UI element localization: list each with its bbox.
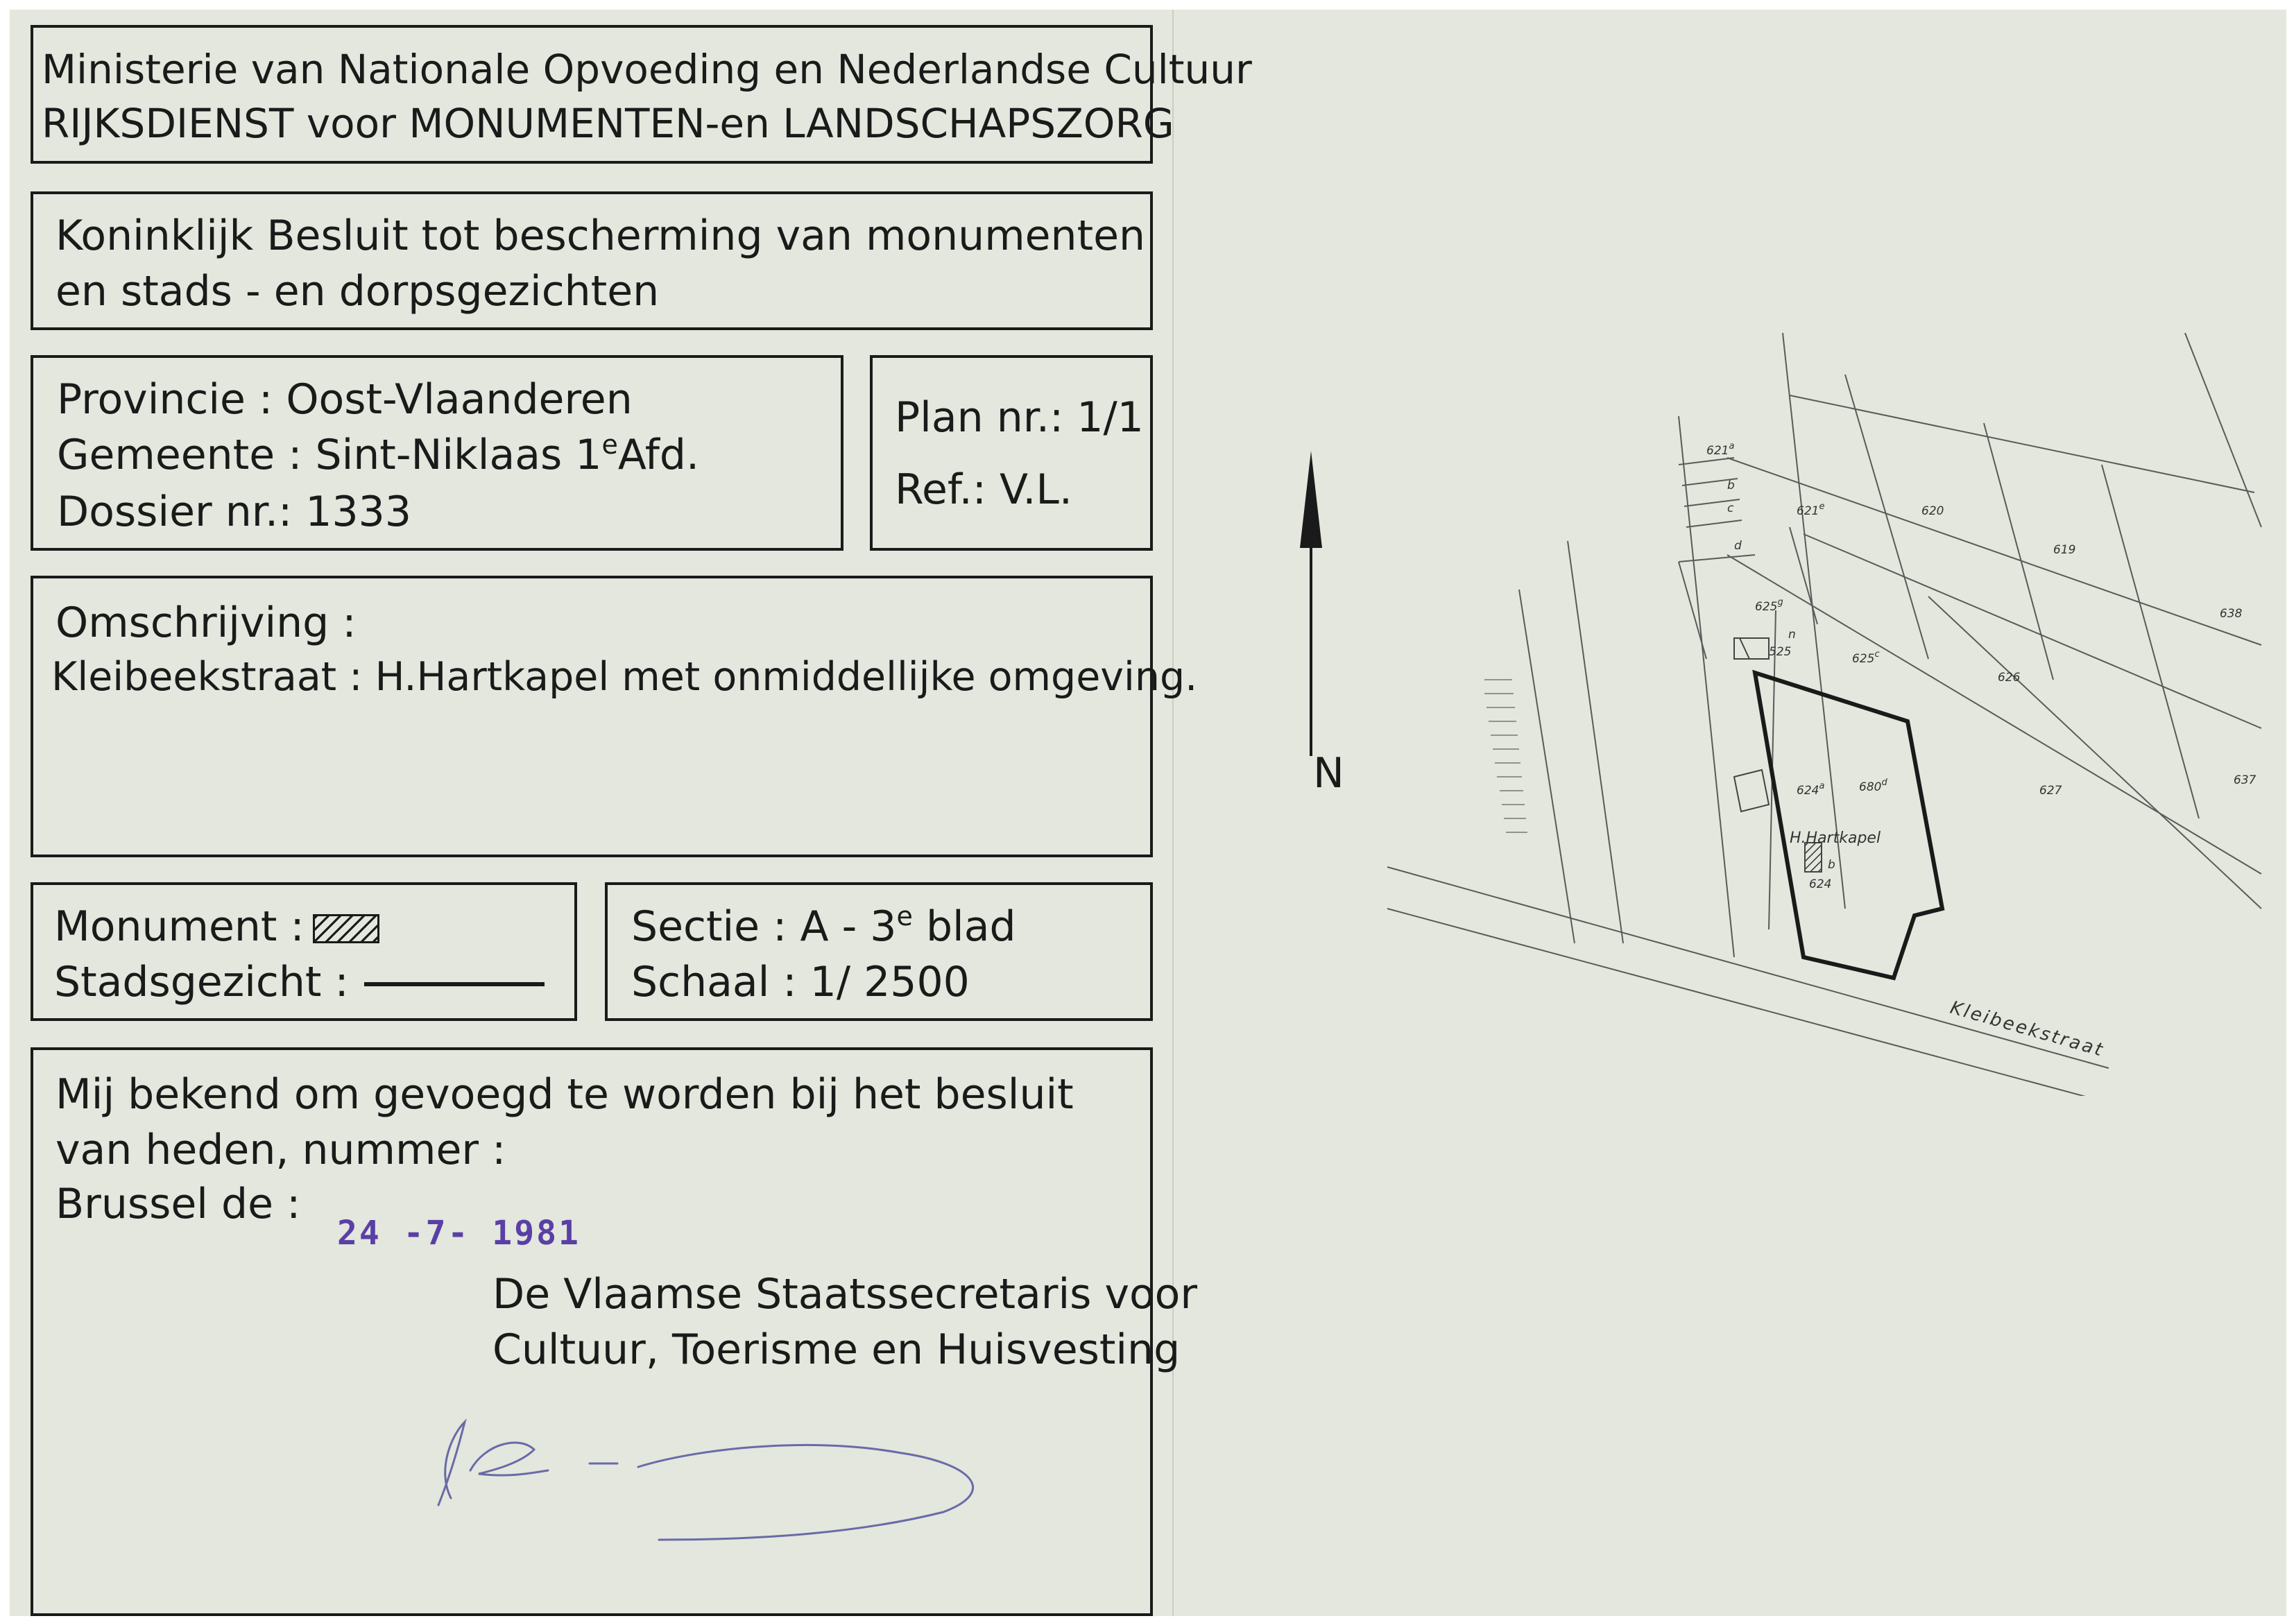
- handwritten-signature: [416, 1394, 1013, 1554]
- parcel-626: 626: [1998, 671, 2021, 685]
- fold-line: [1172, 10, 1174, 1616]
- parcel-625g: 625$^g$: [1755, 597, 1783, 614]
- parcel-525: 525: [1769, 645, 1792, 659]
- parcel-n: n: [1788, 628, 1796, 642]
- parcel-620: 620: [1921, 504, 1944, 518]
- signatory-line-1: De Vlaamse Staatssecretaris voor: [492, 1270, 1198, 1319]
- plan-box: [870, 355, 1153, 551]
- certification-line-2: van heden, nummer :: [55, 1126, 506, 1174]
- parcel-638: 638: [2220, 607, 2243, 621]
- parcel-c: c: [1727, 501, 1734, 515]
- street-label: Kleibeekstraat: [1948, 997, 2107, 1062]
- agency-line: RIJKSDIENST voor MONUMENTEN-en LANDSCHAPSZORG: [42, 100, 1174, 147]
- chapel-label: H.Hartkapel: [1790, 830, 1881, 847]
- parcel-637: 637: [2234, 773, 2256, 787]
- decree-line-1: Koninklijk Besluit tot bescherming van monumenten: [55, 212, 1146, 260]
- stadsgezicht-line-symbol: [364, 982, 545, 986]
- date-stamp: 24 -7- 1981: [337, 1214, 581, 1253]
- cadastral-map: [1179, 333, 2275, 1096]
- signatory-line-2: Cultuur, Toerisme en Huisvesting: [492, 1325, 1181, 1374]
- provincie-field: Provincie : Oost-Vlaanderen: [57, 375, 633, 424]
- parcel-625c: 625$^c$: [1852, 649, 1880, 666]
- reference: Ref.: V.L.: [895, 465, 1072, 514]
- monument-hatch-symbol: [313, 914, 379, 943]
- plan-number: Plan nr.: 1/1: [895, 393, 1144, 442]
- certification-line-1: Mij bekend om gevoegd te worden bij het besluit: [55, 1070, 1074, 1119]
- parcel-680d: 680$^d$: [1859, 778, 1887, 794]
- decree-line-2: en stads - en dorpsgezichten: [55, 267, 660, 316]
- monument-legend: Monument :: [54, 906, 379, 947]
- parcel-621e: 621e: [1797, 501, 1825, 518]
- schaal-field: Schaal : 1/ 2500: [631, 958, 970, 1006]
- parcel-627: 627: [2039, 784, 2062, 798]
- dossier-field: Dossier nr.: 1333: [57, 488, 411, 536]
- certification-line-3: Brussel de :: [55, 1180, 301, 1228]
- parcel-b-lower: b: [1828, 858, 1835, 872]
- description-label: Omschrijving :: [55, 599, 357, 647]
- sectie-field: Sectie : A - 3e blad: [631, 901, 1016, 951]
- north-label: N: [1313, 749, 1344, 798]
- gemeente-field: Gemeente : Sint-Niklaas 1eAfd.: [57, 429, 700, 479]
- parcel-624: 624: [1809, 877, 1832, 891]
- ministry-line: Ministerie van Nationale Opvoeding en Nederlandse Cultuur: [42, 46, 1252, 93]
- parcel-621a: 621$^a$: [1706, 441, 1735, 458]
- parcel-619: 619: [2053, 543, 2076, 557]
- parcel-d: d: [1734, 539, 1742, 553]
- stadsgezicht-legend: Stadsgezicht :: [54, 961, 545, 1003]
- description-text: Kleibeekstraat : H.Hartkapel met onmiddellijke omgeving.: [51, 654, 1198, 700]
- parcel-624a: 624$^a$: [1797, 781, 1825, 798]
- parcel-b-upper: b: [1727, 479, 1735, 492]
